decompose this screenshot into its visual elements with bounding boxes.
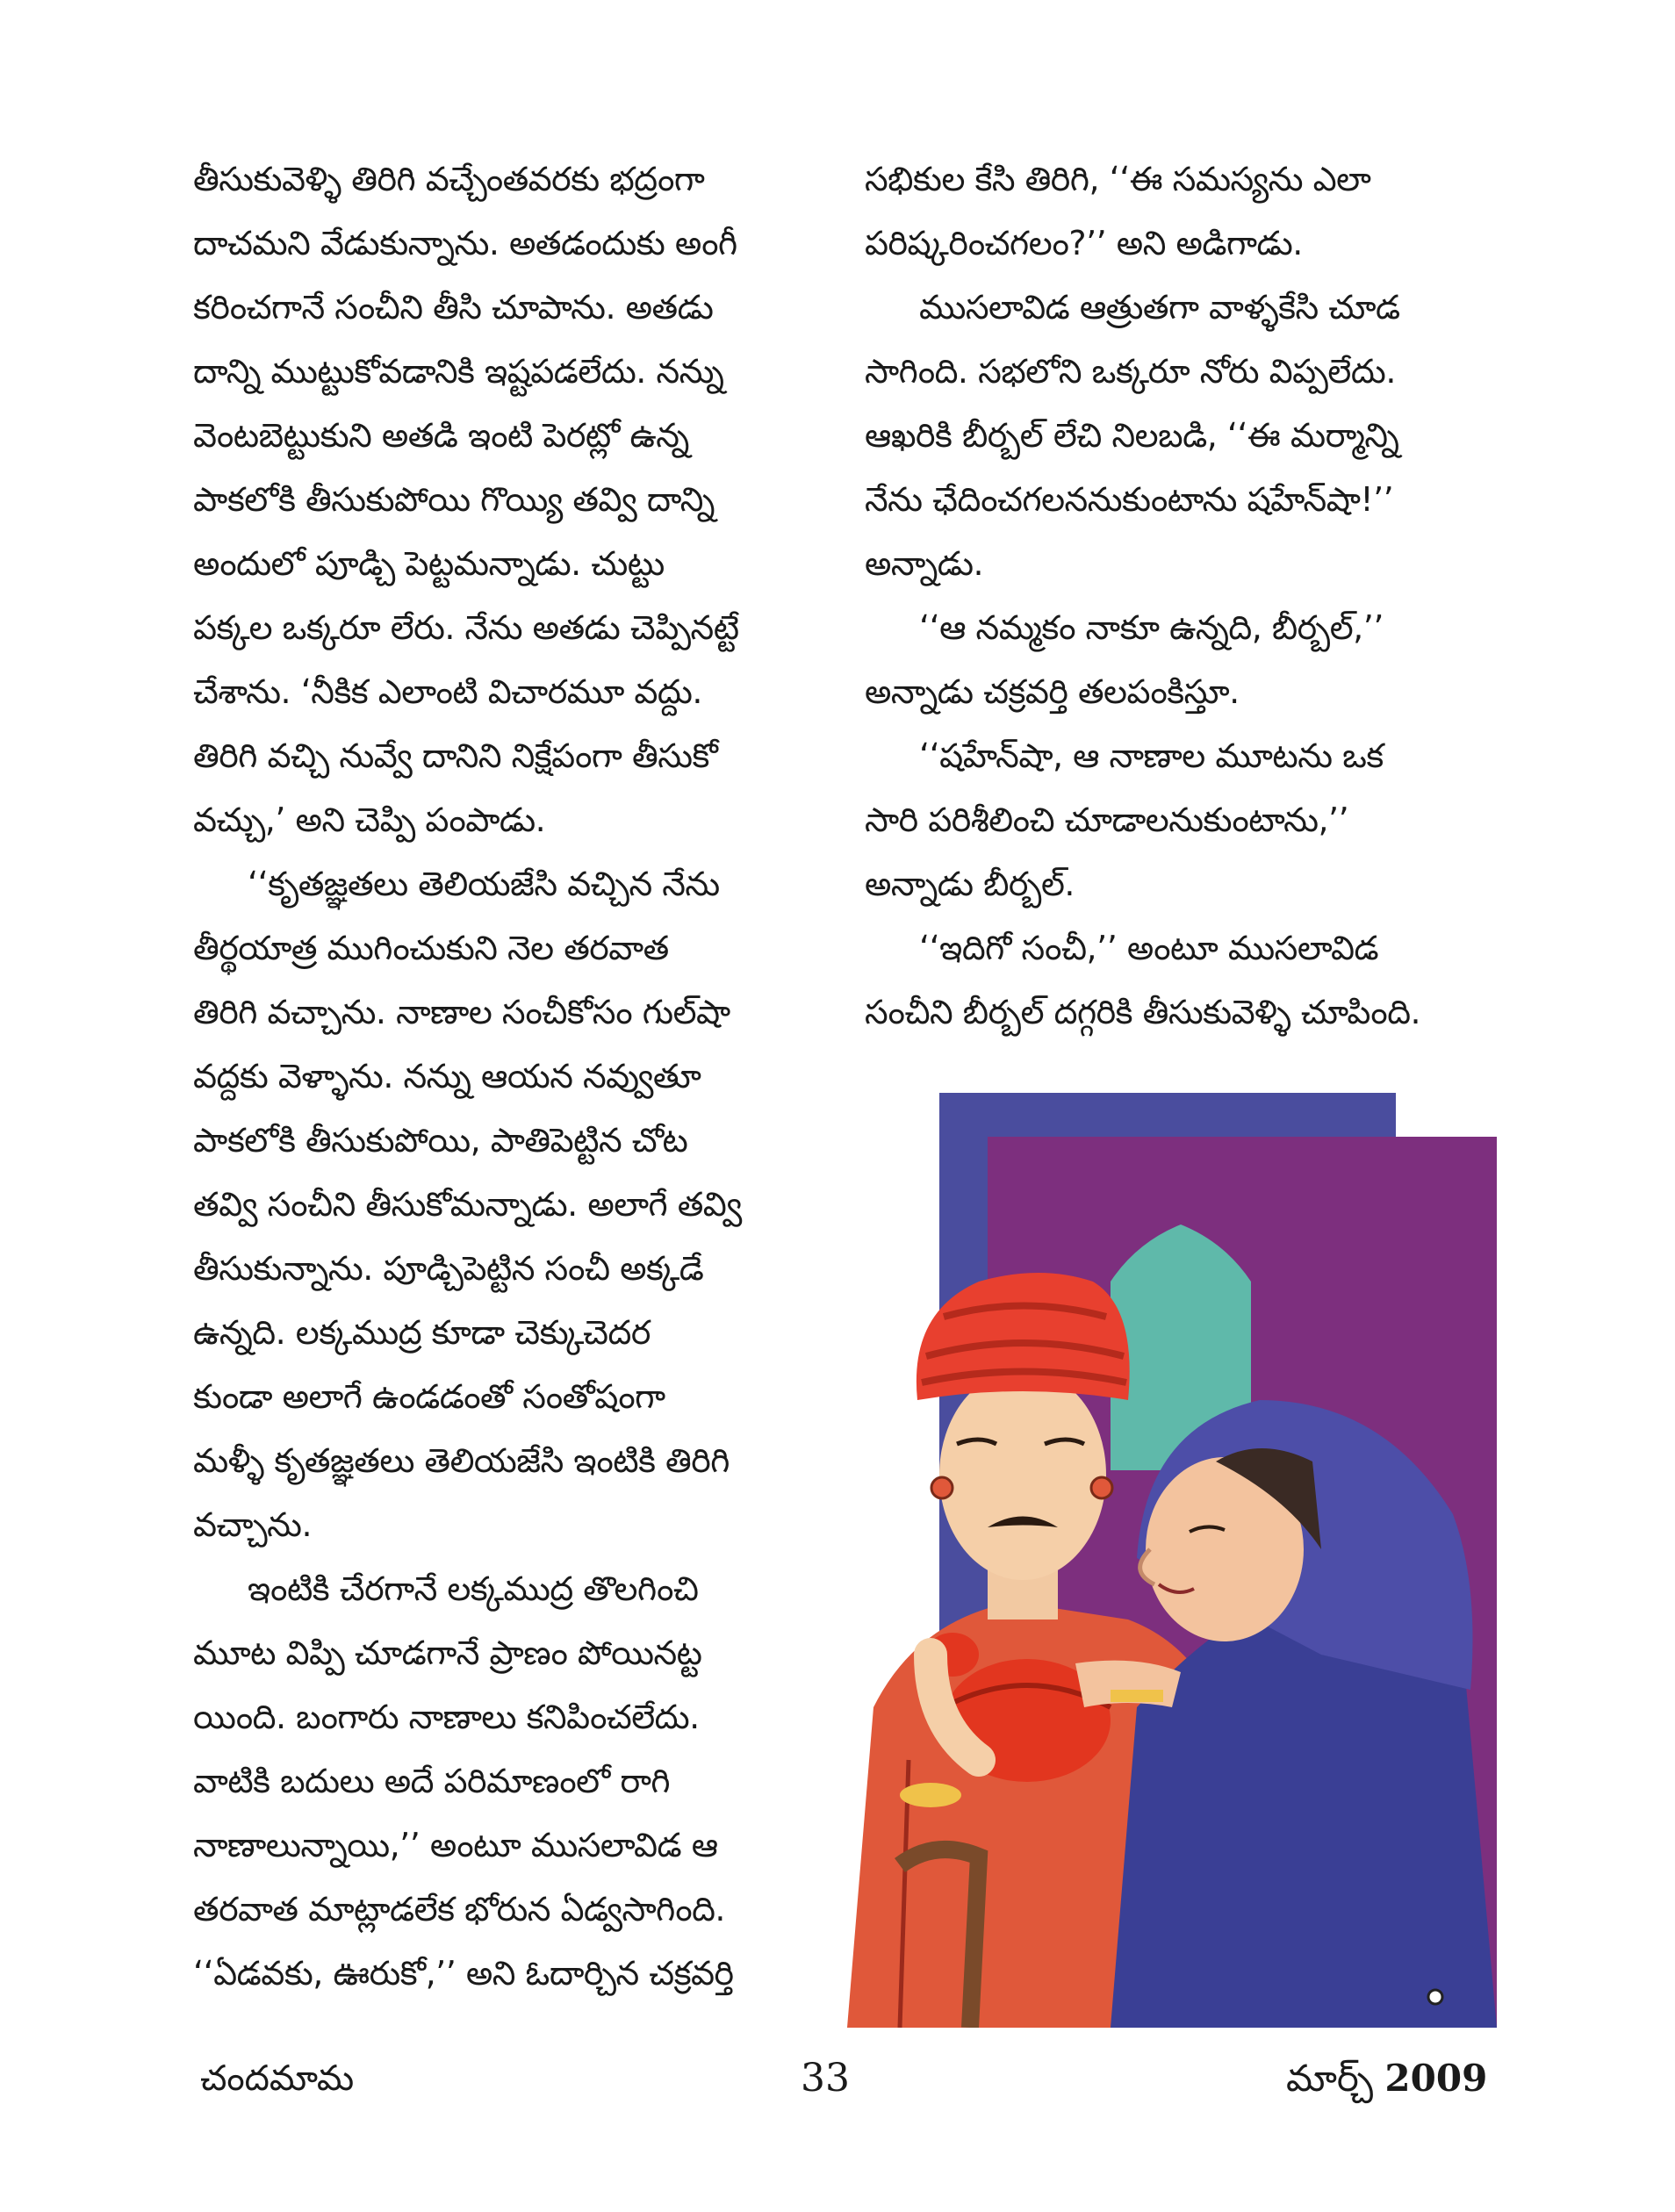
text-line: సారి పరిశీలించి చూడాలనుకుంటాను,’’	[865, 801, 1349, 839]
text-line: ‘‘ఏడవకు, ఊరుకో,’’ అని ఓదార్చిన చక్రవర్తి	[193, 1954, 734, 1993]
text-line: మూట విప్పి చూడగానే ప్రాణం పోయినట్ట	[193, 1634, 702, 1672]
text-line: సంచీని బీర్బల్ దగ్గరికి తీసుకువెళ్ళి చూపింది.	[865, 993, 1421, 1031]
text-line: తీర్థయాత్ర ముగించుకుని నెల తరవాత	[193, 929, 669, 967]
footer-page-number: 33	[801, 2056, 850, 2101]
text-line: సభికుల కేసి తిరిగి, ‘‘ఈ సమస్యను ఎలా	[865, 160, 1371, 198]
text-line: పరిష్కరించగలం?’’ అని అడిగాడు.	[865, 224, 1303, 262]
text-line: అన్నాడు బీర్బల్.	[865, 865, 1075, 903]
footer-year: 2009	[1384, 2057, 1488, 2100]
text-line: వచ్చాను.	[193, 1505, 313, 1544]
text-line: ఇంటికి చేరగానే లక్కముద్ర తొలగించి	[248, 1569, 699, 1608]
text-line: కుండా అలాగే ఉండడంతో సంతోషంగా	[193, 1377, 665, 1416]
text-line: అన్నాడు.	[865, 544, 984, 583]
text-line: నేను ఛేదించగలననుకుంటాను షహేన్‌షా!’’	[865, 480, 1394, 519]
text-line: పక్కల ఒక్కరూ లేరు. నేను అతడు చెప్పినట్టే	[193, 608, 739, 647]
text-line: అందులో పూడ్చి పెట్టమన్నాడు. చుట్టు	[193, 544, 665, 583]
text-line: దాచమని వేడుకున్నాను. అతడందుకు అంగీ	[193, 224, 737, 262]
text-line: వద్దకు వెళ్ళాను. నన్ను ఆయన నవ్వుతూ	[193, 1057, 701, 1095]
text-line: అన్నాడు చక్రవర్తి తలపంకిస్తూ.	[865, 672, 1240, 711]
woman-bangle	[1111, 1690, 1163, 1702]
text-line: దాన్ని ముట్టుకోవడానికి ఇష్టపడలేదు. నన్ను	[193, 352, 724, 391]
text-line: ఉన్నది. లక్కముద్ర కూడా చెక్కుచెదర	[193, 1313, 651, 1352]
text-line: ‘‘కృతజ్ఞతలు తెలియజేసి వచ్చిన నేను	[248, 865, 720, 903]
text-line: తవ్వి సంచీని తీసుకోమన్నాడు. అలాగే తవ్వి	[193, 1185, 742, 1224]
story-illustration	[847, 1093, 1497, 2028]
footer-magazine-name: చందమామ	[200, 2058, 355, 2099]
text-line: తరవాత మాట్లాడలేక భోరున ఏడ్వసాగింది.	[193, 1890, 725, 1928]
text-line: తీసుకున్నాను. పూడ్చిపెట్టిన సంచీ అక్కడే	[193, 1249, 704, 1288]
text-line: నాణాలున్నాయి,’’ అంటూ ముసలావిడ ఆ	[193, 1826, 718, 1864]
text-line: పాకలోకి తీసుకుపోయి గొయ్యి తవ్వి దాన్ని	[193, 480, 715, 519]
text-line: తీసుకువెళ్ళి తిరిగి వచ్చేంతవరకు భద్రంగా	[193, 160, 705, 198]
text-line: ఆఖరికి బీర్బల్ లేచి నిలబడి, ‘‘ఈ మర్మాన్ని	[865, 416, 1399, 455]
footer-month: మార్చ్	[1286, 2057, 1374, 2100]
text-line: ‘‘ఇదిగో సంచీ,’’ అంటూ ముసలావిడ	[919, 929, 1379, 967]
left-text-column	[193, 147, 825, 2006]
text-line: కరించగానే సంచీని తీసి చూపాను. అతడు	[193, 288, 714, 327]
footer-issue-date	[1286, 2054, 1487, 2103]
text-line: తిరిగి వచ్చి నువ్వే దానిని నిక్షేపంగా తీసుకో	[193, 736, 718, 775]
text-line: వెంటబెట్టుకుని అతడి ఇంటి పెరట్లో ఉన్న	[193, 416, 689, 455]
text-line: యింది. బంగారు నాణాలు కనిపించలేదు.	[193, 1698, 700, 1736]
text-line: సాగింది. సభలోని ఒక్కరూ నోరు విప్పలేదు.	[865, 352, 1396, 391]
man-bracelet	[900, 1783, 961, 1807]
man-face	[939, 1369, 1106, 1580]
text-line: పాకలోకి తీసుకుపోయి, పాతిపెట్టిన చోట	[193, 1121, 688, 1160]
text-line: ‘‘ఆ నమ్మకం నాకూ ఉన్నది, బీర్బల్,’’	[919, 608, 1384, 647]
text-line: చేశాను. ‘నీకిక ఎలాంటి విచారమూ వద్దు.	[193, 672, 702, 711]
text-line: తిరిగి వచ్చాను. నాణాల సంచీకోసం గుల్‌షా	[193, 993, 730, 1031]
text-line: మళ్ళీ కృతజ్ఞతలు తెలియజేసి ఇంటికి తిరిగి	[193, 1441, 730, 1480]
text-line: వచ్చు,’ అని చెప్పి పంపాడు.	[193, 801, 546, 839]
right-text-column	[865, 147, 1497, 1045]
text-line: ముసలావిడ ఆత్రుతగా వాళ్ళకేసి చూడ	[919, 288, 1400, 327]
text-line: ‘‘షహేన్‌షా, ఆ నాణాల మూటను ఒక	[919, 736, 1384, 775]
text-line: వాటికి బదులు అదే పరిమాణంలో రాగి	[193, 1762, 671, 1800]
